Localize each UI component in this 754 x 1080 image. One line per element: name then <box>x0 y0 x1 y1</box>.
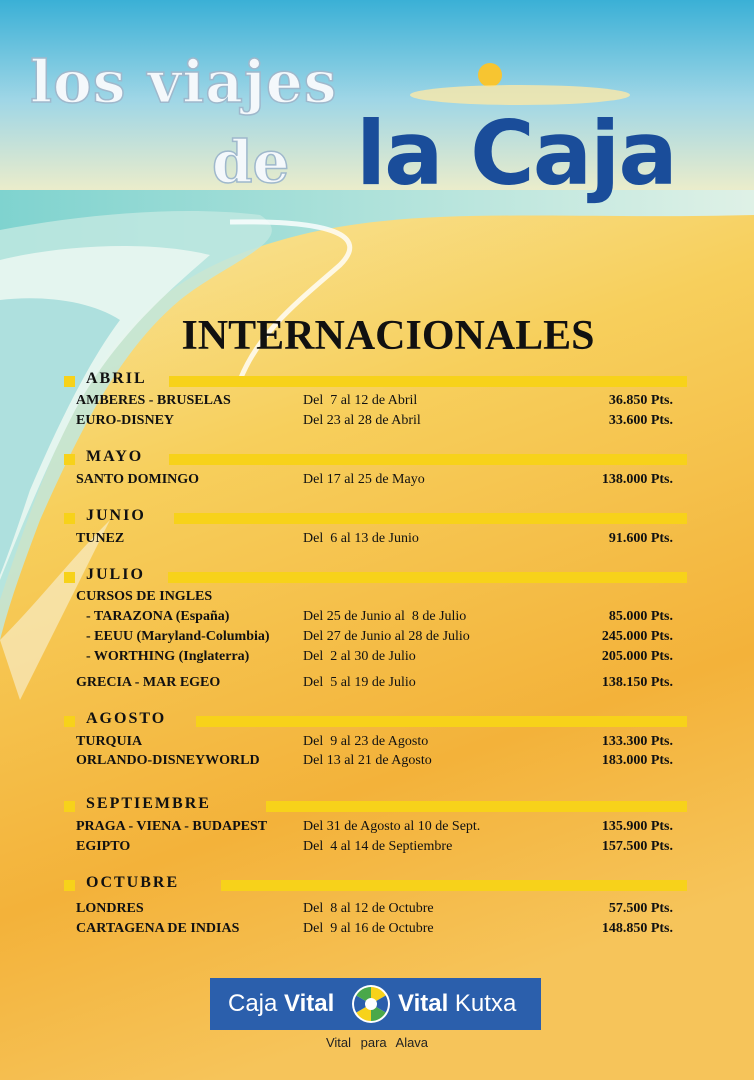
month-name: JUNIO <box>86 507 146 524</box>
trip-price: 148.850 Pts. <box>601 921 673 936</box>
month-name: SEPTIEMBRE <box>86 795 211 812</box>
caja-vital-logo <box>210 978 541 1030</box>
trip-dates: Del 17 al 25 de Mayo <box>303 472 425 487</box>
trip-destination: EURO-DISNEY <box>76 413 175 428</box>
month-bullet <box>64 513 75 524</box>
month-bullet <box>64 454 75 465</box>
month-bar <box>168 572 687 583</box>
trip-dates: Del 9 al 16 de Octubre <box>303 921 434 936</box>
trip-destination: CURSOS DE INGLES <box>76 589 213 604</box>
logo-left-bold: Vital <box>284 990 335 1017</box>
trip-dates: Del 31 de Agosto al 10 de Sept. <box>303 819 481 834</box>
trip-dates: Del 23 al 28 de Abril <box>303 413 421 428</box>
trip-price: 183.000 Pts. <box>601 753 673 768</box>
trip-row <box>76 413 673 431</box>
month-name: OCTUBRE <box>86 874 180 891</box>
month-bullet <box>64 716 75 727</box>
trip-row <box>76 649 673 667</box>
trip-price: 85.000 Pts. <box>608 609 673 624</box>
month-header-octubre <box>64 876 687 892</box>
month-bar <box>174 513 687 524</box>
month-name: ABRIL <box>86 370 147 387</box>
trip-price: 138.000 Pts. <box>601 472 673 487</box>
trip-dates: Del 25 de Junio al 8 de Julio <box>303 609 467 624</box>
month-bar <box>221 880 687 891</box>
trip-price: 57.500 Pts. <box>608 901 673 916</box>
month-bar <box>266 801 687 812</box>
title-line-1: los viajes <box>30 48 338 116</box>
trip-row <box>76 629 673 647</box>
month-bullet <box>64 376 75 387</box>
trip-destination: TURQUIA <box>76 734 143 749</box>
month-bar <box>196 716 687 727</box>
month-bar <box>169 376 687 387</box>
trip-destination: PRAGA - VIENA - BUDAPEST <box>76 819 268 834</box>
trip-destination: SANTO DOMINGO <box>76 472 200 487</box>
trip-row <box>76 901 673 919</box>
trip-dates: Del 6 al 13 de Junio <box>303 531 419 546</box>
trip-dates: Del 4 al 14 de Septiembre <box>303 839 453 854</box>
trip-row <box>76 921 673 939</box>
trip-dates: Del 13 al 21 de Agosto <box>303 753 432 768</box>
logo-right-bold: Vital <box>398 990 449 1017</box>
trip-row <box>76 839 673 857</box>
trip-row <box>76 753 673 771</box>
trip-row <box>76 734 673 752</box>
trip-destination: ORLANDO-DISNEYWORLD <box>76 753 260 768</box>
trip-row <box>76 472 673 490</box>
trip-row <box>76 819 673 837</box>
section-heading: INTERNACIONALES <box>181 313 595 359</box>
trip-dates: Del 9 al 23 de Agosto <box>303 734 429 749</box>
title-line-3: la Caja <box>356 102 676 205</box>
trip-row <box>76 589 673 607</box>
trip-dates: Del 8 al 12 de Octubre <box>303 901 434 916</box>
trip-dates: Del 27 de Junio al 28 de Julio <box>303 629 470 644</box>
trip-price: 205.000 Pts. <box>601 649 673 664</box>
month-bullet <box>64 801 75 812</box>
trip-price: 138.150 Pts. <box>601 675 673 690</box>
month-header-junio <box>64 509 687 525</box>
month-header-julio <box>64 568 687 584</box>
trip-price: 245.000 Pts. <box>601 629 673 644</box>
trip-price: 133.300 Pts. <box>601 734 673 749</box>
logo-right-plain: Kutxa <box>448 990 517 1017</box>
caja-vital-emblem-icon <box>351 984 391 1024</box>
month-bullet <box>64 572 75 583</box>
trip-price: 33.600 Pts. <box>608 413 673 428</box>
month-name: MAYO <box>86 448 144 465</box>
trip-price: 91.600 Pts. <box>608 531 673 546</box>
trip-row <box>76 393 673 411</box>
month-name: AGOSTO <box>86 710 167 727</box>
trip-destination: - WORTHING (Inglaterra) <box>86 649 250 664</box>
logo-left-text <box>228 990 334 1018</box>
month-header-agosto <box>64 712 687 728</box>
trip-destination: EGIPTO <box>76 839 131 854</box>
trip-destination: - TARAZONA (España) <box>86 609 230 624</box>
trip-dates: Del 5 al 19 de Julio <box>303 675 416 690</box>
trip-destination: AMBERES - BRUSELAS <box>76 393 231 408</box>
trip-destination: LONDRES <box>76 901 144 916</box>
month-header-septiembre <box>64 797 687 813</box>
title-line-2: de <box>212 128 290 196</box>
logo-right-text <box>398 990 516 1018</box>
trip-price: 157.500 Pts. <box>601 839 673 854</box>
trip-destination: - EEUU (Maryland-Columbia) <box>86 629 270 644</box>
month-bar <box>169 454 687 465</box>
trip-price: 135.900 Pts. <box>601 819 673 834</box>
trip-destination: CARTAGENA DE INDIAS <box>76 921 240 936</box>
trip-row <box>76 675 673 693</box>
trip-destination: GRECIA - MAR EGEO <box>76 675 221 690</box>
month-bullet <box>64 880 75 891</box>
month-header-abril <box>64 372 687 388</box>
trip-row <box>76 531 673 549</box>
month-name: JULIO <box>86 566 145 583</box>
trip-destination: TUNEZ <box>76 531 125 546</box>
trip-row <box>76 609 673 627</box>
slogan: Vital para Alava <box>325 1035 429 1050</box>
trip-price: 36.850 Pts. <box>608 393 673 408</box>
logo-left-plain: Caja <box>228 990 285 1017</box>
trip-dates: Del 2 al 30 de Julio <box>303 649 416 664</box>
trip-dates: Del 7 al 12 de Abril <box>303 393 418 408</box>
month-header-mayo <box>64 450 687 466</box>
